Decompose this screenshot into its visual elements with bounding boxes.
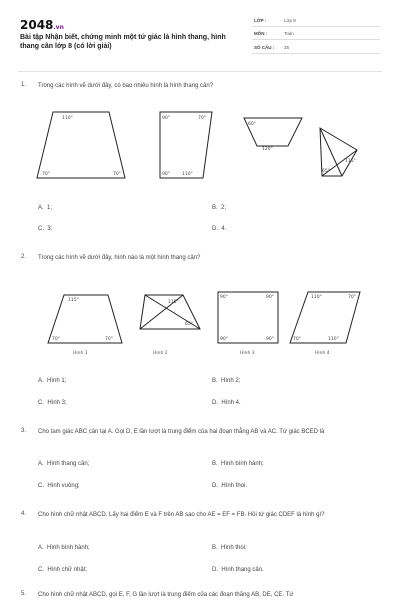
answer-option-d[interactable]: D. Hình thoi. [212, 483, 248, 489]
info-divider [252, 53, 380, 54]
angle-label: 70° [52, 337, 60, 342]
angle-label: 60° [248, 122, 256, 127]
figure-right-trapezoid [160, 112, 212, 178]
info-value-subject: Toán [284, 31, 294, 36]
answer-option-a[interactable]: A. Hình 1; [38, 378, 67, 384]
question-text: Trong các hình vẽ dưới đây, có bao nhiêu hình là hình thang cân? [38, 83, 214, 89]
question-number: 2. [21, 254, 27, 260]
answer-option-c[interactable]: C. Hình chữ nhật; [38, 567, 88, 573]
figure-caption: Hình 4 [315, 351, 330, 356]
logo-suffix: .vn [53, 24, 64, 31]
angle-label: 115° [68, 298, 79, 303]
question-number: 5. [21, 591, 27, 597]
answer-option-d[interactable]: D. 4. [212, 226, 227, 232]
angle-label: 70° [105, 337, 113, 342]
info-divider [252, 26, 380, 27]
answer-option-a[interactable]: A. Hình thang cân; [38, 461, 90, 467]
angle-label: 90° [162, 116, 170, 121]
angle-label: 70° [198, 116, 206, 121]
figure-caption: Hình 1 [73, 351, 88, 356]
angle-label: 70° [293, 337, 301, 342]
angle-label: 65° [322, 169, 330, 174]
question-number: 4. [21, 511, 27, 517]
info-label-class: LỚP : [254, 18, 267, 23]
answer-option-c[interactable]: C. Hình vuông; [38, 483, 80, 489]
info-value-count: 25 [284, 45, 290, 50]
angle-label: 110° [182, 172, 193, 177]
angle-label: 110° [62, 116, 73, 121]
header-divider [18, 71, 382, 72]
answer-option-d[interactable]: D. Hình 4. [212, 400, 241, 406]
info-label-subject: MÔN : [254, 31, 268, 36]
angle-label: 110° [311, 295, 322, 300]
question-text: Trong các hình vẽ dưới đây, hình nào là một hình thang cân? [38, 255, 201, 261]
figure-caption: Hình 2 [153, 351, 168, 356]
question-number: 3. [21, 428, 27, 434]
figure-1-trapezoid [48, 295, 122, 343]
question-number: 1. [21, 82, 27, 88]
angle-label: 70° [113, 172, 121, 177]
answer-option-b[interactable]: B. Hình 2; [212, 378, 241, 384]
question-text: Cho tam giác ABC cân tại A. Gọi D, E lần lượt là trung điểm của hai đoạn thẳng AB và AC. Tứ giác BCED là [38, 429, 325, 435]
answer-option-b[interactable]: B. 2; [212, 205, 227, 211]
answer-option-c[interactable]: C. Hình 3; [38, 400, 67, 406]
angle-label: 90° [162, 172, 170, 177]
answer-option-d[interactable]: D. Hình thang cân. [212, 567, 264, 573]
angle-label: 115° [168, 300, 179, 305]
angle-label: 70° [42, 172, 50, 177]
angle-label: 65° [185, 322, 193, 327]
question-text: Cho hình chữ nhật ABCD. Lấy hai điểm E và F trên AB sao cho AE = EF = FB. Hỏi tứ giác CDEF là hình gì? [38, 512, 325, 518]
question-2-figures [0, 285, 400, 360]
info-label-count: SỐ CÂU : [254, 45, 275, 50]
angle-label: 110° [328, 337, 339, 342]
angle-label: 90° [220, 295, 228, 300]
info-value-class: Lớp 8 [284, 18, 296, 23]
info-divider [252, 39, 380, 40]
answer-option-b[interactable]: B. Hình bình hành; [212, 461, 264, 467]
angle-label: 90° [266, 295, 274, 300]
question-text: Cho hình chữ nhật ABCD, gọi E, F, G lần lượt là trung điểm của các đoạn thẳng AB, DE, CE. Tứ [38, 592, 294, 598]
angle-label: 120° [262, 147, 273, 152]
site-logo[interactable]: 2048.vn [20, 18, 64, 32]
angle-label: 90° [266, 337, 274, 342]
angle-label: 70° [348, 295, 356, 300]
answer-option-b[interactable]: B. Hình thoi; [212, 545, 247, 551]
question-1-figures [0, 100, 400, 200]
figure-caption: Hình 3 [240, 351, 255, 356]
answer-option-a[interactable]: A. 1; [38, 205, 53, 211]
angle-label: 90° [220, 337, 228, 342]
answer-option-c[interactable]: C. 3; [38, 226, 53, 232]
figure-trapezoid [37, 112, 125, 178]
angle-label: 115° [345, 159, 356, 164]
answer-option-a[interactable]: A. Hình bình hành; [38, 545, 90, 551]
document-title: Bài tập Nhận biết, chứng minh một tứ giác là hình thang, hình thang cân lớp 8 (có lời giải) [20, 34, 226, 50]
